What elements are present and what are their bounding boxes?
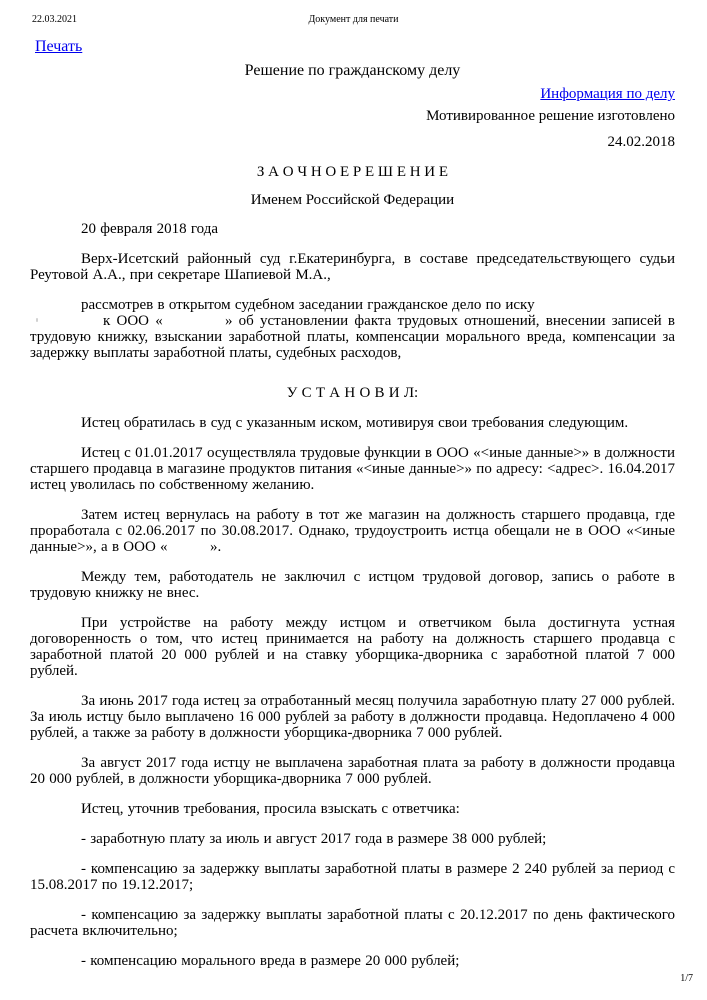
claim-item: - компенсацию морального вреда в размере 20 000 рублей;	[81, 953, 460, 969]
case-intro-continuation: к ООО « » об установлении факта трудовых отношений, внесении записей в трудовую книжку, взыскании заработной платы, компенсации морального вреда, компенсации за задержку выплаты заработной платы, судебных расходов,	[30, 313, 675, 361]
page-number: 1/7	[680, 973, 693, 984]
body-paragraph: Истец обратилась в суд с указанным иском, мотивируя свои требования следующим.	[81, 415, 629, 431]
body-paragraph: Затем истец вернулась на работу в тот же магазин на должность старшего продавца, где проработала с 02.06.2017 по 30.08.2017. Однако, трудоустроить истца обещали не в ООО «<иные данные>», а в ООО « ».	[30, 507, 675, 555]
case-intro-paragraph: рассмотрев в открытом судебном заседании гражданское дело по иску	[81, 297, 535, 313]
stray-mark	[36, 318, 38, 322]
body-paragraph: Истец, уточнив требования, просила взыскать с ответчика:	[81, 801, 460, 817]
body-paragraph: Истец с 01.01.2017 осуществляла трудовые функции в ООО «<иные данные>» в должности старшего продавца в магазине продуктов питания «<иные данные>» по адресу: <адрес>. 16.04.2017 истец уволилась по собственному желанию.	[30, 445, 675, 493]
info-link-row	[30, 85, 675, 103]
claim-item: - компенсацию за задержку выплаты заработной платы в размере 2 240 рублей за период с 15.08.2017 по 19.12.2017;	[30, 861, 675, 893]
document-body	[30, 221, 675, 969]
date-paragraph: 20 февраля 2018 года	[81, 221, 219, 237]
motivated-decision-line: Мотивированное решение изготовлено	[426, 108, 675, 124]
claim-item: - заработную плату за июль и август 2017 года в размере 38 000 рублей;	[81, 831, 547, 847]
decision-heading: З А О Ч Н О Е Р Е Ш Е Н И Е	[256, 164, 449, 180]
claim-item: - компенсацию за задержку выплаты заработной платы с 20.12.2017 по день фактического расчета включительно;	[30, 907, 675, 939]
case-info-link[interactable]: Информация по делу	[540, 86, 675, 102]
decision-date: 24.02.2018	[607, 134, 675, 150]
print-link[interactable]: Печать	[35, 38, 83, 55]
federation-heading: Именем Российской Федерации	[250, 192, 455, 208]
body-paragraph: За июнь 2017 года истец за отработанный месяц получила заработную плату 27 000 рублей. За июль истцу было выплачено 16 000 рублей за работу в должности продавца. Недоплачено 4 000 рублей, а также за работу в должности уборщика-дворника 7 000 рублей.	[30, 693, 675, 741]
section-heading: У С Т А Н О В И Л:	[286, 385, 419, 401]
court-paragraph: Верх-Исетский районный суд г.Екатеринбурга, в составе председательствующего судьи Реутовой А.А., при секретаре Шапиевой М.А.,	[30, 251, 675, 283]
document-content	[30, 0, 675, 969]
body-paragraph: За август 2017 года истцу не выплачена заработная плата за работу в должности продавца 20 000 рублей, в должности уборщика-дворника 7 000 рублей.	[30, 755, 675, 787]
print-link-row	[30, 38, 675, 56]
print-header-title: Документ для печати	[308, 14, 399, 25]
body-paragraph: Между тем, работодатель не заключил с истцом трудовой договор, запись о работе в трудовую книжку не внес.	[30, 569, 675, 601]
print-header-date: 22.03.2021	[32, 14, 77, 25]
page-title: Решение по гражданскому делу	[244, 62, 461, 79]
body-paragraph: При устройстве на работу между истцом и ответчиком была достигнута устная договоренность о том, что истец принимается на работу на должность старшего продавца с заработной платой 20 000 рублей и на ставку уборщика-дворника с заработной платой 7 000 рублей.	[30, 615, 675, 679]
